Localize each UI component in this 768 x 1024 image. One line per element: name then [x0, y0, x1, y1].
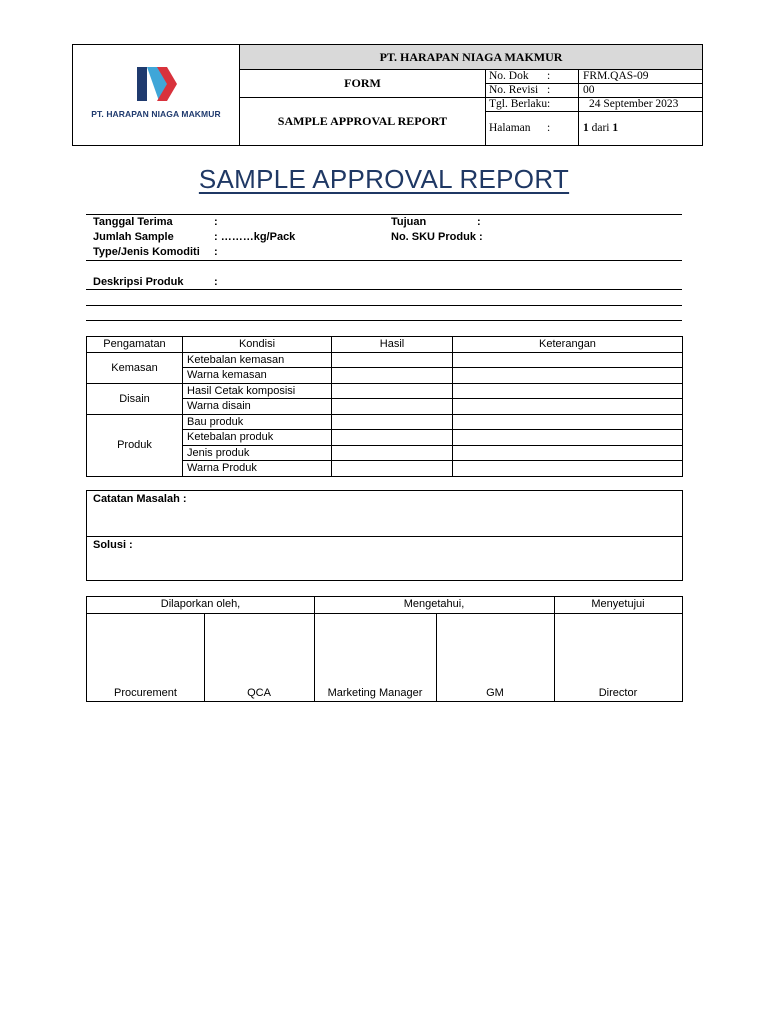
deskripsi-line[interactable]: [86, 305, 682, 306]
keterangan-cell[interactable]: [453, 430, 683, 446]
solusi-field[interactable]: [87, 536, 682, 582]
hasil-cell[interactable]: [332, 368, 453, 384]
company-name: PT. HARAPAN NIAGA MAKMUR: [240, 45, 702, 70]
jumlah-sample-value[interactable]: : ………kg/Pack: [214, 231, 296, 243]
page-title: SAMPLE APPROVAL REPORT: [198, 164, 570, 194]
meta-key: No. Revisi: [489, 84, 539, 96]
company-logo-icon: [135, 65, 179, 103]
hasil-cell[interactable]: [332, 461, 453, 477]
meta-key: No. Dok: [489, 70, 529, 82]
sign-role-procurement[interactable]: Procurement: [114, 687, 177, 699]
sign-role-marketing-manager[interactable]: Marketing Manager: [327, 687, 423, 699]
table-row: [87, 414, 683, 430]
logo-text: PT. HARAPAN NIAGA MAKMUR: [91, 109, 221, 119]
kondisi-cell: Jenis produk: [183, 445, 332, 461]
meta-colon: :: [547, 98, 551, 110]
label-jumlah-sample: Jumlah Sample: [93, 231, 174, 243]
hasil-cell[interactable]: [332, 430, 453, 446]
colon: :: [214, 246, 218, 258]
hasil-cell[interactable]: [332, 399, 453, 415]
meta-value: [578, 112, 702, 145]
meta-key: Halaman: [489, 122, 531, 134]
keterangan-cell[interactable]: [453, 399, 683, 415]
label-deskripsi: Deskripsi Produk: [93, 276, 184, 288]
meta-halaman: [486, 112, 702, 145]
sign-header-dilaporkan: Dilaporkan oleh,: [160, 598, 241, 610]
meta-value: 00: [578, 84, 702, 97]
kondisi-cell: Warna disain: [183, 399, 332, 415]
colon: :: [214, 216, 218, 228]
hasil-cell[interactable]: [332, 445, 453, 461]
group-cell: Produk: [87, 414, 183, 476]
label-no-sku: No. SKU Produk :: [391, 231, 483, 243]
sign-role-director[interactable]: Director: [598, 687, 638, 699]
label-tujuan: Tujuan: [391, 216, 427, 228]
meta-no-revisi: [486, 84, 702, 98]
keterangan-cell[interactable]: [453, 461, 683, 477]
keterangan-cell[interactable]: [453, 383, 683, 399]
kondisi-cell: Hasil Cetak komposisi: [183, 383, 332, 399]
kondisi-cell: Bau produk: [183, 414, 332, 430]
page-current: 1: [583, 122, 589, 134]
keterangan-cell[interactable]: [453, 414, 683, 430]
meta-value: FRM.QAS-09: [578, 70, 702, 83]
label-type-jenis: Type/Jenis Komoditi: [93, 246, 200, 258]
logo-cell: [73, 45, 240, 145]
sign-header-menyetujui: Menyetujui: [591, 598, 645, 610]
colon: :: [214, 276, 218, 288]
meta-colon: :: [547, 70, 551, 82]
divider: [86, 260, 682, 261]
keterangan-cell[interactable]: [453, 368, 683, 384]
hasil-cell[interactable]: [332, 414, 453, 430]
kondisi-cell: Ketebalan produk: [183, 430, 332, 446]
form-label: FORM: [240, 70, 486, 98]
page-of: dari: [588, 122, 613, 134]
solusi-label: Solusi :: [93, 539, 133, 551]
col-header: Keterangan: [453, 337, 683, 353]
table-row: [87, 383, 683, 399]
keterangan-cell[interactable]: [453, 352, 683, 368]
group-cell: Kemasan: [87, 352, 183, 383]
notes-box: [86, 490, 683, 581]
hasil-cell[interactable]: [332, 383, 453, 399]
signature-table: [86, 596, 683, 702]
meta-tgl-berlaku: [486, 98, 702, 112]
document-header: [72, 44, 703, 146]
catatan-masalah-field[interactable]: [87, 491, 682, 536]
col-header: Hasil: [332, 337, 453, 353]
meta-key: Tgl. Berlaku: [489, 98, 548, 110]
col-header: Pengamatan: [87, 337, 183, 353]
kondisi-cell: Ketebalan kemasan: [183, 352, 332, 368]
sign-role-gm[interactable]: GM: [486, 687, 504, 699]
table-header-row: [87, 337, 683, 353]
kondisi-cell: Warna kemasan: [183, 368, 332, 384]
kondisi-cell: Warna Produk: [183, 461, 332, 477]
deskripsi-line[interactable]: [86, 289, 682, 290]
sign-role-qca[interactable]: QCA: [247, 687, 271, 699]
deskripsi-line[interactable]: [86, 320, 682, 321]
sign-header-mengetahui: Mengetahui,: [403, 598, 465, 610]
divider: [86, 214, 682, 215]
label-tanggal-terima: Tanggal Terima: [93, 216, 173, 228]
meta-no-dok: [486, 70, 702, 84]
meta-colon: :: [547, 122, 551, 134]
col-header: Kondisi: [183, 337, 332, 353]
table-row: [87, 352, 683, 368]
keterangan-cell[interactable]: [453, 445, 683, 461]
divider: [554, 597, 555, 701]
meta-value: 24 September 2023: [578, 98, 702, 111]
group-cell: Disain: [87, 383, 183, 414]
meta-colon: :: [547, 84, 551, 96]
colon: :: [477, 216, 481, 228]
page-total: 1: [612, 122, 619, 134]
catatan-label: Catatan Masalah :: [93, 493, 187, 505]
report-label: SAMPLE APPROVAL REPORT: [240, 98, 486, 145]
observation-table: [86, 336, 683, 477]
divider: [314, 597, 315, 701]
hasil-cell[interactable]: [332, 352, 453, 368]
